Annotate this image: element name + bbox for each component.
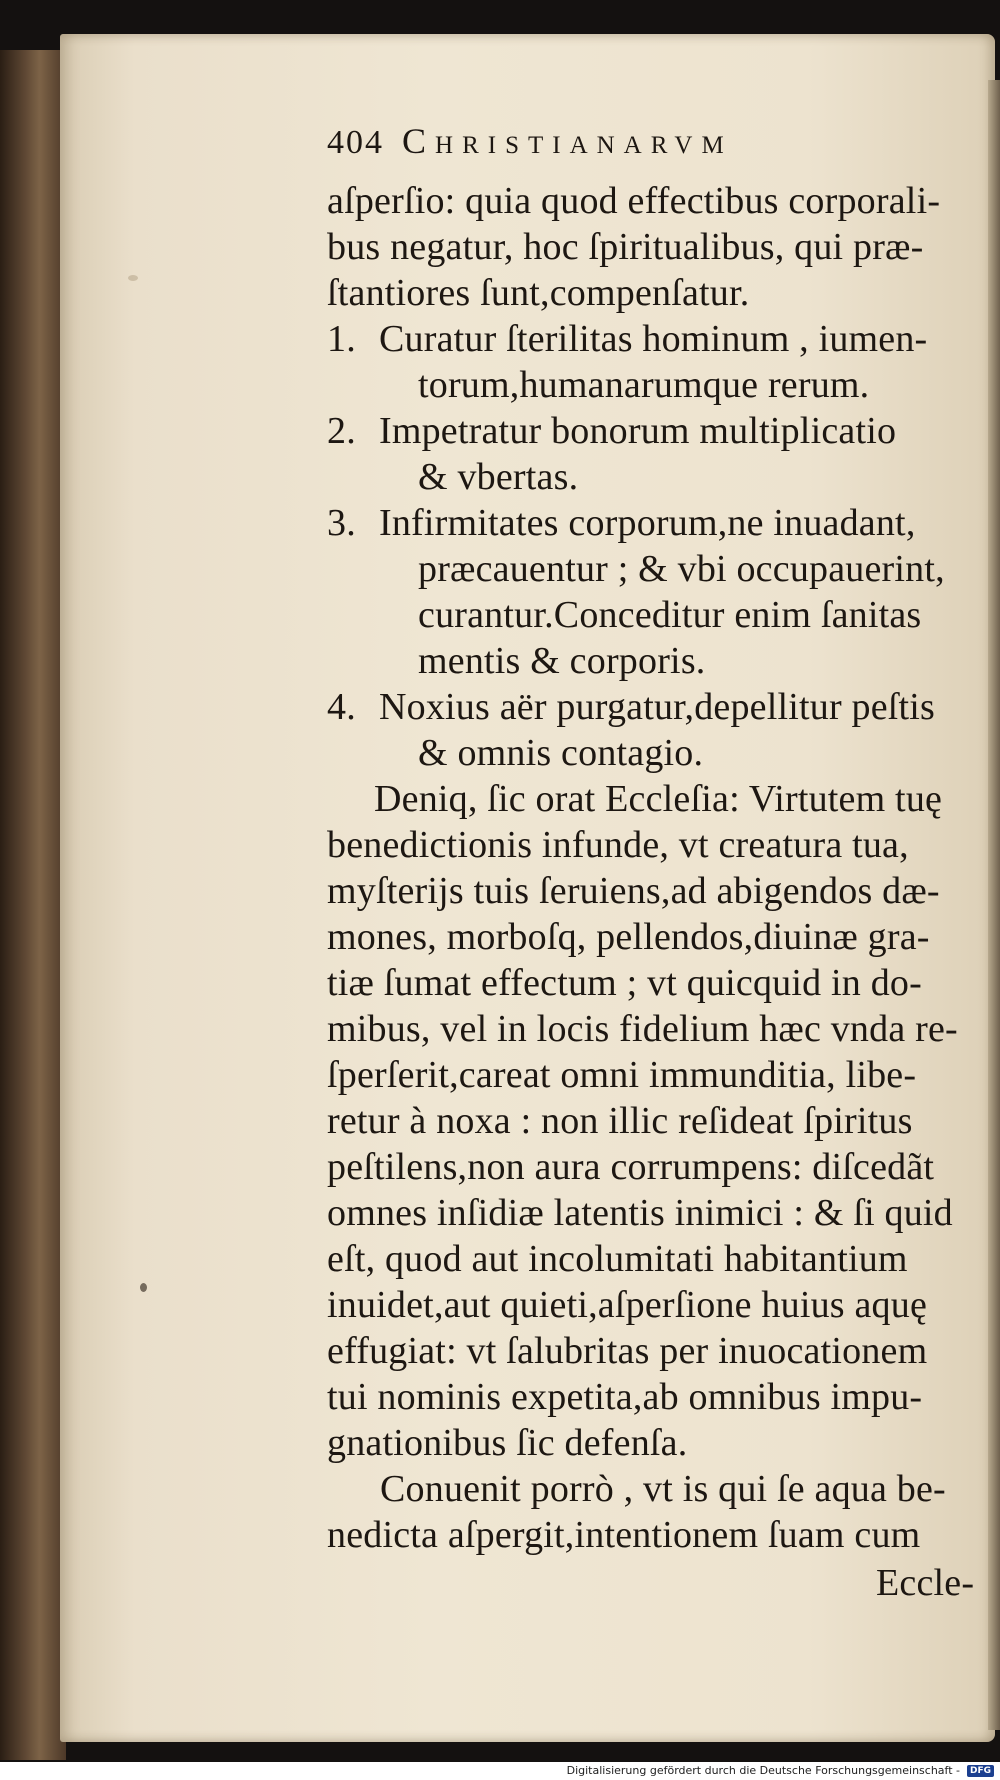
list-number: 2. xyxy=(327,410,356,452)
text-line: mibus, vel in locis fidelium hæc vnda re- xyxy=(327,1008,958,1050)
text-line: mones, morboſq, pellendos,diuinæ gra- xyxy=(327,916,930,958)
text-line: curantur.Conceditur enim ſanitas xyxy=(418,594,922,636)
text-line: & omnis contagio. xyxy=(418,732,704,774)
list-text: Impetratur bonorum multiplicatio xyxy=(379,410,897,452)
running-head xyxy=(327,118,733,166)
text-line: præcauentur ; & vbi occupauerint, xyxy=(418,548,945,590)
text-line: ſperſerit,careat omni immunditia, libe- xyxy=(327,1054,917,1096)
text-line: bus negatur, hoc ſpiritualibus, qui præ- xyxy=(327,226,924,268)
text-line: torum,humanarumque rerum. xyxy=(418,364,870,406)
text-line: tui nominis expetita,ab omnibus impu- xyxy=(327,1376,923,1418)
text-line: myſterijs tuis ſeruiens,ad abigendos dæ- xyxy=(327,870,940,912)
text-line: tiæ ſumat effectum ; vt quicquid in do- xyxy=(327,962,922,1004)
text-line: benedictionis infunde, vt creatura tua, xyxy=(327,824,909,866)
list-item-2 xyxy=(327,408,896,454)
list-number: 4. xyxy=(327,686,356,728)
list-number: 3. xyxy=(327,502,356,544)
text-line: peſtilens,non aura corrumpens: diſcedãt xyxy=(327,1146,935,1188)
text-line: mentis & corporis. xyxy=(418,640,706,682)
list-item-1 xyxy=(327,316,927,362)
text-line: aſperſio: quia quod effectibus corporali- xyxy=(327,180,941,222)
text-line: omnes inſidiæ latentis inimici : & ſi quid xyxy=(327,1192,953,1234)
list-item-4 xyxy=(327,684,935,730)
text-line: ſtantiores ſunt,compenſatur. xyxy=(327,272,750,314)
text-line: inuidet,aut quieti,aſperſione huius aquę xyxy=(327,1284,928,1326)
running-title: Christianarvm xyxy=(402,121,733,161)
list-number: 1. xyxy=(327,318,356,360)
text-line: Deniq, ſic orat Eccleſia: Virtutem tuę xyxy=(374,778,943,820)
text-line: eſt, quod aut incolumitati habitantium xyxy=(327,1238,908,1280)
text-line: & vbertas. xyxy=(418,456,579,498)
list-text: Infirmitates corporum,ne inuadant, xyxy=(379,502,916,544)
list-text: Noxius aër purgatur,depellitur peſtis xyxy=(379,686,936,728)
page-number: 404 xyxy=(327,124,384,161)
text-line: gnationibus ſic defenſa. xyxy=(327,1422,688,1464)
list-item-3 xyxy=(327,500,916,546)
text-line: retur à noxa : non illic reſideat ſpiritus xyxy=(327,1100,913,1142)
text-line: nedicta aſpergit,intentionem ſuam cum xyxy=(327,1514,921,1556)
text-line: Conuenit porrò , vt is qui ſe aqua be- xyxy=(380,1468,946,1510)
digitization-credit: Digitalisierung gefördert durch die Deutsche Forschungsgemeinschaft - xyxy=(566,1764,960,1777)
text-line: effugiat: vt ſalubritas per inuocationem xyxy=(327,1330,928,1372)
dfg-logo-badge: DFG xyxy=(967,1765,994,1777)
list-text: Curatur ſterilitas hominum , iumen- xyxy=(379,318,928,360)
catchword: Eccle- xyxy=(876,1562,975,1604)
